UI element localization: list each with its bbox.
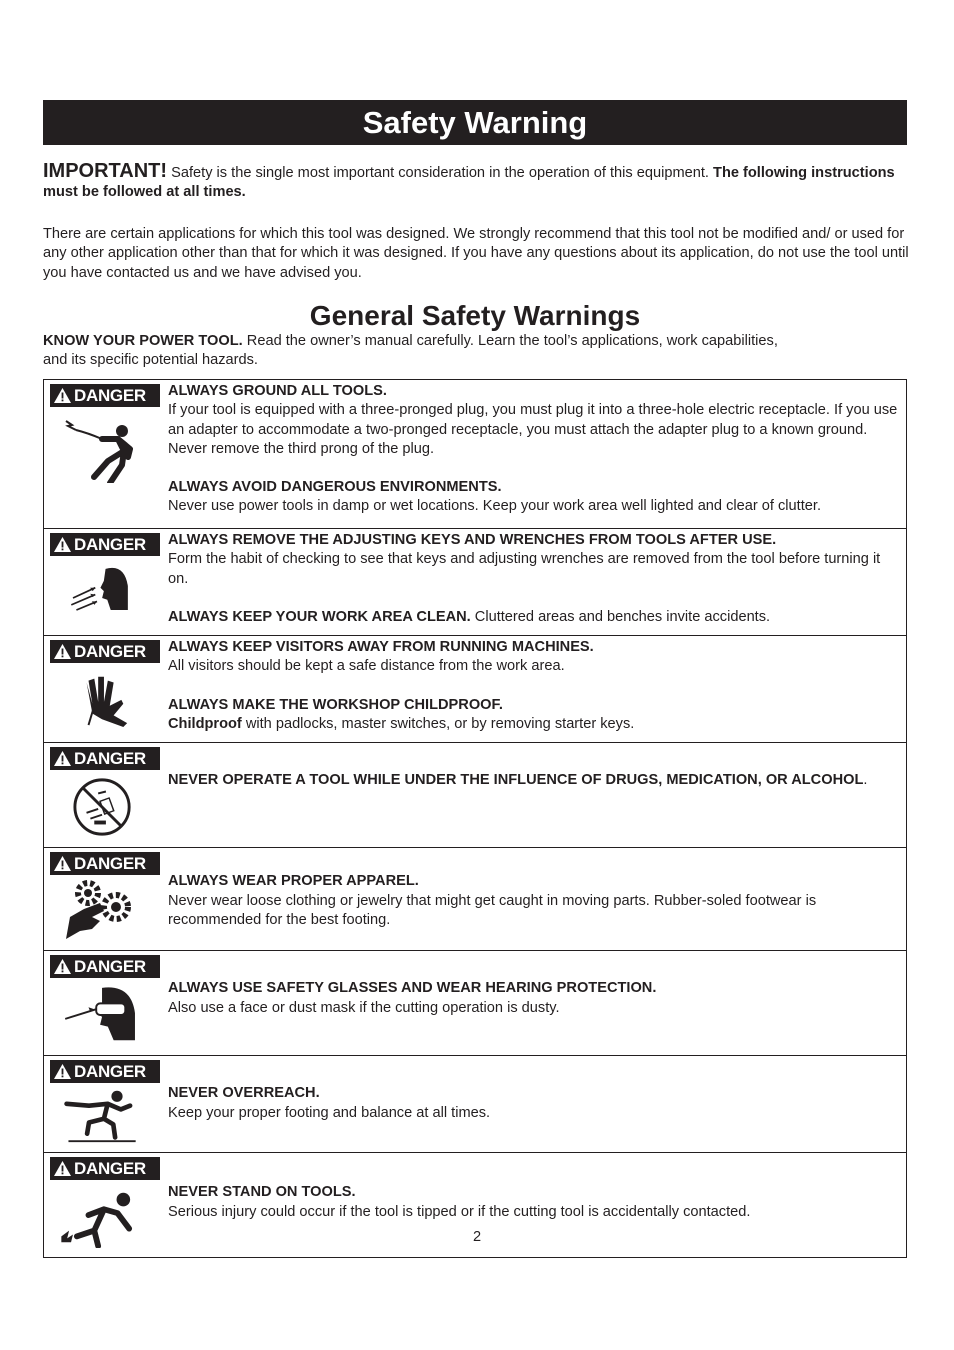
gear-entanglement-icon (58, 877, 148, 941)
danger-label: DANGER (50, 1060, 160, 1083)
page-number: 2 (472, 1229, 482, 1245)
danger-label: DANGER (50, 533, 160, 556)
warning-triangle-icon (54, 751, 71, 766)
danger-row (44, 1056, 907, 1153)
safety-glasses-icon (58, 984, 148, 1046)
warning-triangle-icon (54, 856, 71, 871)
row-text: with padlocks, master switches, or by removing starter keys. (245, 716, 635, 733)
row-text: Form the habit of checking to see that keys and adjusting wrenches are removed from the tool before turning it on. (168, 551, 881, 587)
warning-triangle-icon (54, 1161, 71, 1176)
row-heading: ALWAYS REMOVE THE ADJUSTING KEYS AND WRENCHES FROM TOOLS AFTER USE. (168, 532, 777, 548)
danger-label: DANGER (50, 640, 160, 663)
row-text-bold: Childproof (168, 716, 242, 733)
danger-label: DANGER (50, 955, 160, 978)
title-banner (43, 100, 907, 145)
important-label: IMPORTANT! (43, 160, 168, 182)
row-heading: NEVER OVERREACH. (168, 1085, 320, 1102)
row-heading: NEVER OPERATE A TOOL WHILE UNDER THE INFLUENCE OF DRUGS, MEDICATION, OR ALCOHOL (168, 772, 864, 789)
no-drugs-alcohol-icon (58, 776, 148, 838)
danger-label: DANGER (50, 747, 160, 770)
danger-row (44, 636, 907, 743)
warning-triangle-icon (54, 644, 71, 659)
warning-triangle-icon (54, 388, 71, 403)
row-heading: ALWAYS GROUND ALL TOOLS. (168, 383, 387, 399)
page-title: Safety Warning (362, 105, 588, 140)
row-heading: NEVER STAND ON TOOLS. (168, 1184, 356, 1201)
row-text: . (863, 772, 868, 789)
important-notice (43, 162, 909, 202)
danger-row (44, 848, 907, 951)
warning-triangle-icon (54, 537, 71, 552)
row-text: Cluttered areas and benches invite accidents. (474, 608, 771, 625)
row-heading: ALWAYS AVOID DANGEROUS ENVIRONMENTS. (168, 479, 502, 496)
danger-label: DANGER (50, 852, 160, 875)
row-text: Never use power tools in damp or wet locations. Keep your work area well lighted and clear of clutter. (168, 498, 821, 515)
row-text: If your tool is equipped with a three-pronged plug, you must plug it into a three-hole electric receptacle. If you use an adapter to accommodate a two-pronged receptacle, you must attach the adapter plug to a known ground. Never remove the third prong of the plug. (168, 402, 898, 457)
danger-label: DANGER (50, 384, 160, 407)
section-title: General Safety Warnings (309, 300, 641, 331)
know-heading: KNOW YOUR POWER TOOL. (43, 333, 243, 349)
danger-row (44, 529, 907, 636)
row-text: Serious injury could occur if the tool is tipped or if the cutting tool is accidentally contacted. (168, 1203, 751, 1220)
hand-cut-icon (58, 669, 148, 727)
danger-label: DANGER (50, 1157, 160, 1180)
application-paragraph: There are certain applications for which this tool was designed. We strongly recommend that this tool not be modified and/ or used for any other application other than that for which it was designed. If you have any questions about its application, do not use the tool until you have contacted us and we have advised you. (43, 226, 909, 281)
row-text: All visitors should be kept a safe distance from the work area. (168, 658, 565, 675)
slip-fall-icon (58, 1087, 148, 1143)
important-bold-text: The following instructions must be followed at all times. (43, 165, 895, 200)
row-text: Also use a face or dust mask if the cutting operation is dusty. (168, 999, 560, 1016)
row-heading: ALWAYS KEEP YOUR WORK AREA CLEAN. (168, 608, 471, 625)
danger-row (44, 380, 907, 529)
danger-table (43, 379, 907, 1258)
row-heading: ALWAYS WEAR PROPER APPAREL. (168, 873, 419, 890)
electric-shock-icon (58, 413, 148, 483)
warning-triangle-icon (54, 1064, 71, 1079)
row-heading: ALWAYS MAKE THE WORKSHOP CHILDPROOF. (168, 696, 503, 713)
flying-debris-head-icon (58, 562, 148, 622)
row-heading: ALWAYS KEEP VISITORS AWAY FROM RUNNING MACHINES. (168, 639, 594, 656)
warning-triangle-icon (54, 959, 71, 974)
row-text: Never wear loose clothing or jewelry that might get caught in moving parts. Rubber-soled footwear is recommended for the best footing. (168, 892, 817, 928)
danger-row (44, 743, 907, 848)
know-text: Read the owner’s manual carefully. Learn the tool’s applications, work capabilities, and its specific potential hazards. (43, 333, 778, 369)
important-text: Safety is the single most important consideration in the operation of this equipment. (171, 165, 709, 181)
row-heading: ALWAYS USE SAFETY GLASSES AND WEAR HEARING PROTECTION. (168, 980, 657, 997)
know-your-tool (43, 332, 783, 371)
row-text: Keep your proper footing and balance at all times. (168, 1104, 491, 1121)
danger-row (44, 951, 907, 1056)
